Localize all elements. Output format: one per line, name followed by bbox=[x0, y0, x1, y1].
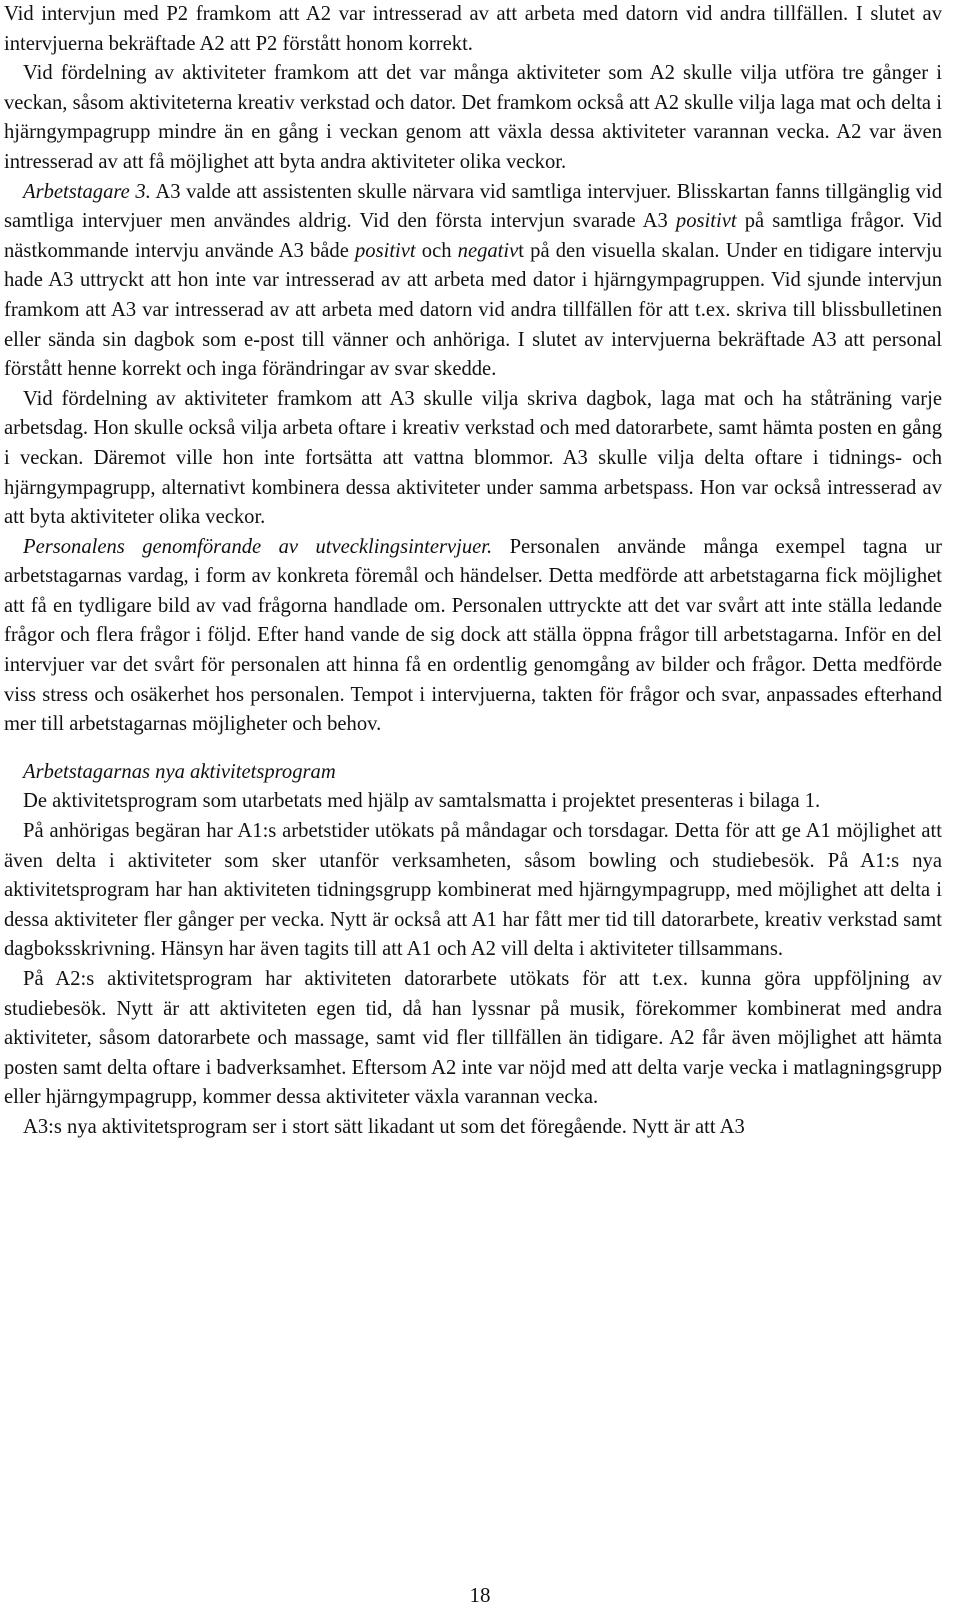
text-run: På A2:s aktivitetsprogram har aktiviteten datorarbete utökats för att t.ex. kunna göra uppföljning av studiebesök. Nytt är att aktiviteten egen tid, då han lyssnar på musik, förekommer kombinerat med andra aktiviteter, såsom datorarbete och massage, samt vid fler tillfällen än tidigare. A2 får även möjlighet att hämta posten samt delta oftare i badverksamhet. Eftersom A2 inte var nöjd med att delta varje vecka i matlagningsgrupp eller hjärngympagrupp, kommer dessa aktiviteter växla varannan vecka. bbox=[4, 968, 942, 1109]
paragraph bbox=[4, 1113, 942, 1143]
paragraph bbox=[4, 817, 942, 965]
text-run: A3 valde att assistenten skulle närvara vid samtliga intervjuer. Blisskartan fanns tillgänglig vid samtliga intervjuer men användes aldrig. Vid den första intervjun svarade A3 bbox=[4, 180, 942, 233]
paragraph bbox=[4, 965, 942, 1113]
italic-text-run: positivt bbox=[354, 239, 416, 262]
paragraph bbox=[4, 758, 942, 788]
text-run: A3:s nya aktivitetsprogram ser i stort sätt likadant ut som det föregående. Nytt är att A3 bbox=[23, 1115, 745, 1138]
text-run: och bbox=[415, 239, 458, 262]
paragraph bbox=[4, 385, 942, 533]
italic-text-run: Arbetstagarnas nya aktivitetsprogram bbox=[23, 760, 336, 783]
paragraph bbox=[4, 787, 942, 817]
italic-text-run: Personalens genomförande av utvecklingsintervjuer. bbox=[23, 535, 493, 558]
text-run: Vid fördelning av aktiviteter framkom att A3 skulle vilja skriva dagbok, laga mat och ha ståträning varje arbetsdag. Hon skulle också vilja arbeta oftare i kreativ verkstad och med datorarbete, samt hämta posten en gång i veckan. Däremot ville hon inte fortsätta att vattna blommor. A3 skulle vilja delta oftare i tidnings- och hjärngympagrupp, alternativt kombinera dessa aktiviteter under samma arbetspass. Hon var också intresserad av att byta aktiviteter olika veckor. bbox=[4, 387, 942, 529]
italic-text-run: Arbetstagare 3. bbox=[23, 180, 151, 203]
text-run: De aktivitetsprogram som utarbetats med hjälp av samtalsmatta i projektet presenteras i bilaga 1. bbox=[23, 790, 821, 813]
paragraph bbox=[4, 59, 942, 177]
text-run: t på den visuella skalan. Under en tidigare intervju hade A3 uttryckt att hon inte var intresserad av att arbeta med dator i hjärngympagruppen. Vid sjunde intervjun framkom att A3 var intresserad av att arbeta med datorn vid andra tillfällen för att t.ex. skriva till blissbulletinen eller sända sin dagbok som e-post till vänner och anhöriga. I slutet av intervjuerna bekräftade A3 att personal förstått henne korrekt och inga förändringar av svar skedde. bbox=[4, 239, 943, 381]
paragraph bbox=[4, 0, 942, 59]
text-run: på samtliga frågor. Vid nästkommande intervju använde A3 både bbox=[4, 210, 942, 262]
text-run: Vid intervjun med P2 framkom att A2 var intresserad av att arbeta med datorn vid andra tillfällen. I slutet av intervjuerna bekräftade A2 att P2 förstått honom korrekt. bbox=[4, 3, 942, 55]
page-number: 18 bbox=[469, 1583, 491, 1607]
italic-text-run: positivt bbox=[675, 210, 737, 233]
text-run: På anhörigas begäran har A1:s arbetstider utökats på måndagar och torsdagar. Detta för att ge A1 möjlighet att även delta i aktiviteter som sker utanför verksamheten, såsom bowling och studiebesök. På A1:s nya aktivitetsprogram har han aktiviteten tidningsgrupp kombinerat med hjärngympagrupp, med möjlighet att delta i dessa aktiviteter fler gånger per vecka. Nytt är också att A1 har fått mer tid till datorarbete, kreativ verkstad samt dagboksskrivning. Hänsyn har även tagits till att A1 och A2 vill delta i aktiviteter tillsammans. bbox=[4, 820, 942, 961]
italic-text-run: negativ bbox=[457, 239, 519, 262]
text-run: Vid fördelning av aktiviteter framkom att det var många aktiviteter som A2 skulle vilja utföra tre gånger i veckan, såsom aktiviteterna kreativ verkstad och dator. Det framkom också att A2 skulle vilja laga mat och delta i hjärngympagrupp mindre än en gång i veckan genom att växla dessa aktiviteter varannan vecka. A2 var även intresserad av att få möjlighet att byta andra aktiviteter olika veckor. bbox=[4, 62, 942, 173]
paragraph bbox=[4, 178, 942, 385]
text-run: Personalen använde många exempel tagna ur arbetstagarnas vardag, i form av konkreta föremål och händelser. Detta medförde att arbetstagarna fick möjlighet att få en tydligare bild av vad frågorna handlade om. Personalen uttryckte att det var svårt att inte ställa ledande frågor och flera frågor i följd. Efter hand vande de sig dock att ställa öppna frågor till arbetstagarna. Inför en del intervjuer var det svårt för personalen att hinna få en ordentlig genomgång av bilder och frågor. Detta medförde viss stress och osäkerhet hos personalen. Tempot i intervjuerna, takten för frågor och svar, anpassades efterhand mer till arbetstagarnas möjligheter och behov. bbox=[4, 535, 942, 736]
paragraph bbox=[4, 533, 942, 740]
